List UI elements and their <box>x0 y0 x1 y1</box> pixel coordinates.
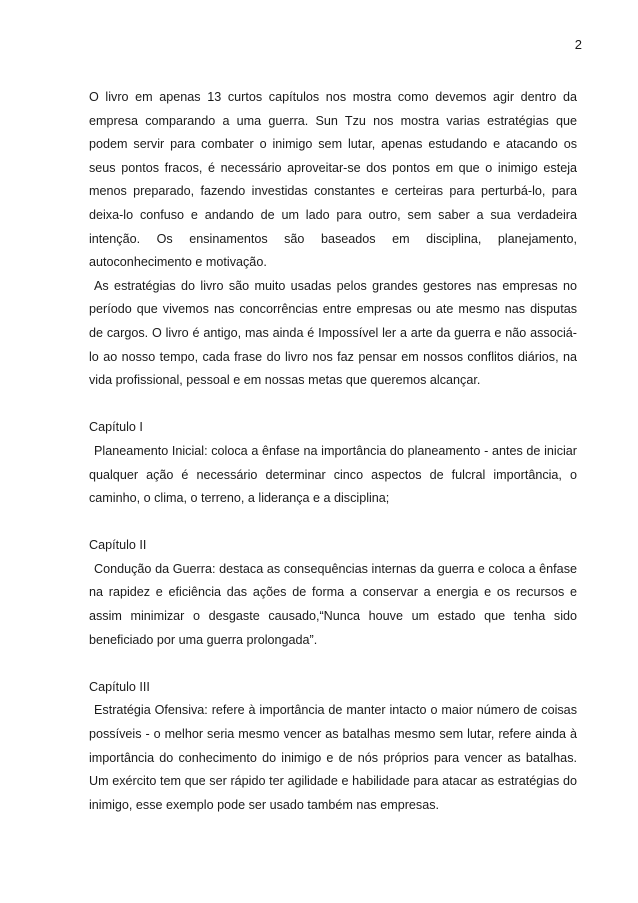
intro-paragraph-1: O livro em apenas 13 curtos capítulos nos mostra como devemos agir dentro da empresa comparando a uma guerra. Sun Tzu nos mostra varias estratégias que podem servir para combater o inimigo sem lutar, apenas estudando e atacando os seus pontos fracos, é necessário aproveitar-se dos pontos em que o inimigo esteja menos preparado, fazendo investidas constantes e certeiras para perturbá-lo, para deixa-lo confuso e andando de um lado para outro, sem saber a sua verdadeira intenção. Os ensinamentos são baseados em disciplina, planejamento, autoconhecimento e motivação. <box>89 90 577 270</box>
chapter-title: Capítulo II <box>89 538 147 553</box>
chapter-text: Estratégia Ofensiva: refere à importância de manter intacto o maior número de coisas possíveis - o melhor seria mesmo vencer as batalhas mesmo sem lutar, refere ainda à importância do conhecimento do inimigo e de nós próprios para vencer as batalhas. Um exército tem que ser rápido ter agilidade e habilidade para atacar as estratégias do inimigo, esse exemplo pode ser usado também nas empresas. <box>89 703 577 812</box>
page-number: 2 <box>574 37 582 52</box>
intro-paragraph-2: As estratégias do livro são muito usadas pelos grandes gestores nas empresas no período que vivemos nas concorrências entre empresas ou ate mesmo nas disputas de cargos. O livro é antigo, mas ainda é Impossível ler a arte da guerra e não associá-lo ao nosso tempo, cada frase do livro nos faz pensar em nossos conflitos diários, na vida profissional, pessoal e em nossas metas que queremos alcançar. <box>89 278 577 388</box>
chapter-text: Condução da Guerra: destaca as consequências internas da guerra e coloca a ênfase na rapidez e eficiência das ações de forma a conservar a energia e os recursos e assim minimizar o desgaste causado,“Nunca houve um estado que tenha sido beneficiado por uma guerra prolongada”. <box>89 561 577 647</box>
chapter-title: Capítulo III <box>89 679 150 694</box>
chapter-text: Planeamento Inicial: coloca a ênfase na importância do planeamento - antes de iniciar qualquer ação é necessário determinar cinco aspectos de fulcral importância, o caminho, o clima, o terreno, a liderança e a disciplina; <box>89 443 577 506</box>
chapter-section-1 <box>89 416 577 510</box>
chapter-title: Capítulo I <box>89 420 143 435</box>
chapter-section-3 <box>89 676 577 818</box>
chapter-section-2 <box>89 534 577 652</box>
document-body <box>89 86 577 817</box>
